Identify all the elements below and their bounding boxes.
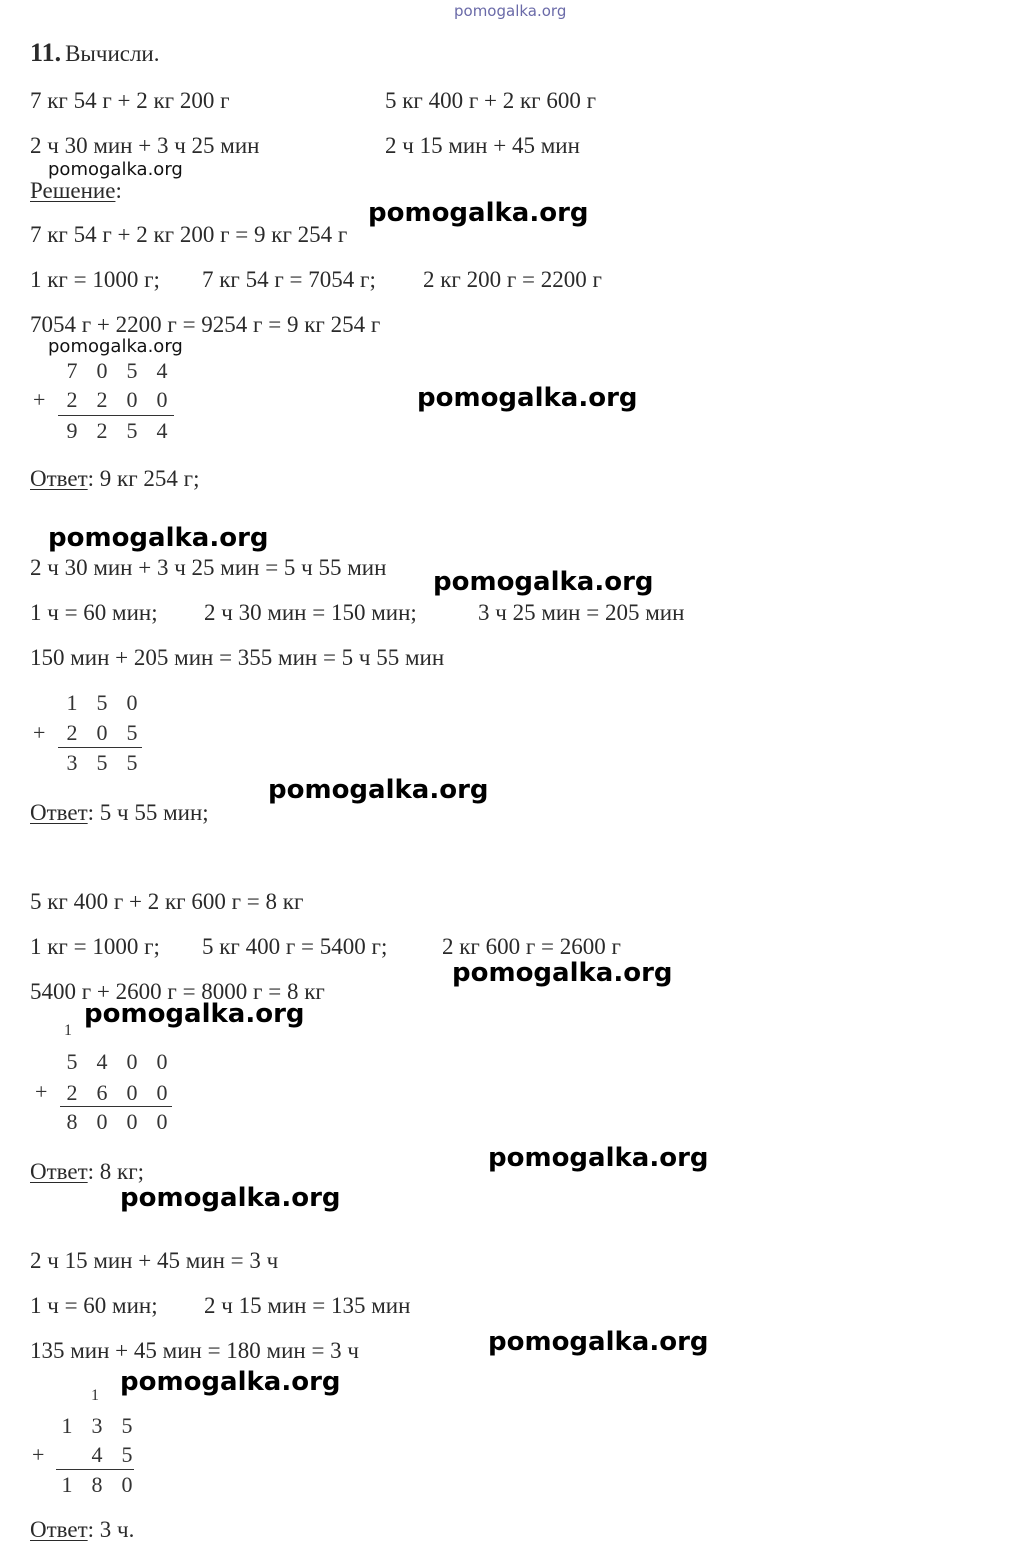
problem-3: 2 ч 30 мин + 3 ч 25 мин: [30, 133, 260, 158]
column-bottom-row: [57, 387, 177, 413]
watermark: pomogalka.org: [48, 336, 183, 357]
column-rule: [56, 1469, 134, 1470]
watermark: pomogalka.org: [48, 159, 183, 180]
plus-sign: +: [33, 720, 46, 745]
digit: 0: [126, 1080, 138, 1105]
digit: 1: [61, 1472, 73, 1497]
digit: 0: [126, 387, 138, 412]
header-watermark: pomogalka.org: [454, 2, 567, 20]
digit: 4: [91, 1442, 103, 1467]
equation-3: 5 кг 400 г + 2 кг 600 г = 8 кг: [30, 889, 304, 914]
digit: 2: [66, 720, 78, 745]
digit: 1: [66, 690, 78, 715]
column-rule: [58, 415, 174, 416]
problem-2: 5 кг 400 г + 2 кг 600 г: [385, 88, 597, 113]
digit: 8: [91, 1472, 103, 1497]
computation-2: 150 мин + 205 мин = 355 мин = 5 ч 55 мин: [30, 645, 445, 670]
computation-1: 7054 г + 2200 г = 9254 г = 9 кг 254 г: [30, 312, 381, 337]
column-result-row: [57, 1109, 177, 1135]
task-header: [30, 38, 160, 68]
digit: 0: [156, 1049, 168, 1074]
problem-4: 2 ч 15 мин + 45 мин: [385, 133, 580, 158]
task-instruction: Вычисли.: [65, 41, 160, 66]
digit: 0: [96, 1109, 108, 1134]
digit: 0: [96, 720, 108, 745]
problem-1: 7 кг 54 г + 2 кг 200 г: [30, 88, 230, 113]
equation-1: 7 кг 54 г + 2 кг 200 г = 9 кг 254 г: [30, 222, 348, 247]
watermark: pomogalka.org: [48, 523, 269, 553]
carry-digit: 1: [64, 1022, 72, 1039]
computation-4: 135 мин + 45 мин = 180 мин = 3 ч: [30, 1338, 359, 1363]
answer-label: Ответ: [30, 1517, 88, 1542]
answer-value: : 5 ч 55 мин;: [87, 800, 209, 825]
conversion-1a: 1 кг = 1000 г;: [30, 267, 160, 292]
digit: 5: [126, 418, 138, 443]
conversion-1c: 2 кг 200 г = 2200 г: [423, 267, 602, 292]
answer-label: Ответ: [30, 1159, 88, 1184]
answer-2: [30, 800, 209, 826]
digit: 2: [96, 387, 108, 412]
column-top-row: [57, 1049, 177, 1075]
column-bottom-row: [57, 1080, 177, 1106]
watermark: pomogalka.org: [433, 567, 654, 597]
watermark: pomogalka.org: [417, 383, 638, 413]
answer-4: [30, 1517, 134, 1543]
digit: 2: [96, 418, 108, 443]
computation-3: 5400 г + 2600 г = 8000 г = 8 кг: [30, 979, 325, 1004]
digit: 3: [91, 1413, 103, 1438]
plus-sign: +: [32, 1442, 45, 1467]
watermark: pomogalka.org: [368, 198, 589, 228]
conversion-1b: 7 кг 54 г = 7054 г;: [202, 267, 376, 292]
answer-label: Ответ: [30, 466, 88, 491]
watermark: pomogalka.org: [452, 958, 673, 988]
conversion-3a: 1 кг = 1000 г;: [30, 934, 160, 959]
digit: 3: [66, 750, 78, 775]
digit: 5: [126, 358, 138, 383]
answer-1: [30, 466, 199, 492]
digit: 0: [156, 1109, 168, 1134]
digit: 4: [156, 358, 168, 383]
column-rule: [58, 747, 142, 748]
conversion-2b: 2 ч 30 мин = 150 мин;: [204, 600, 417, 625]
task-number: 11.: [30, 38, 62, 67]
column-result-row: [57, 750, 147, 776]
digit: 5: [126, 720, 138, 745]
digit: 0: [156, 387, 168, 412]
column-rule: [60, 1106, 172, 1107]
digit: 0: [121, 1472, 133, 1497]
digit: 5: [121, 1413, 133, 1438]
digit: 5: [126, 750, 138, 775]
watermark: pomogalka.org: [120, 1367, 341, 1397]
column-top-row: [57, 690, 147, 716]
column-result-row: [52, 1472, 142, 1498]
answer-value: : 8 кг;: [87, 1159, 145, 1184]
conversion-3c: 2 кг 600 г = 2600 г: [442, 934, 621, 959]
digit: 0: [96, 358, 108, 383]
digit: 4: [156, 418, 168, 443]
digit: 4: [96, 1049, 108, 1074]
equation-2: 2 ч 30 мин + 3 ч 25 мин = 5 ч 55 мин: [30, 555, 387, 580]
watermark: pomogalka.org: [120, 1183, 341, 1213]
column-bottom-row: [52, 1442, 142, 1468]
plus-sign: +: [35, 1079, 48, 1104]
plus-sign: +: [33, 387, 46, 412]
column-top-row: [52, 1413, 142, 1439]
answer-3: [30, 1159, 144, 1185]
conversion-4a: 1 ч = 60 мин;: [30, 1293, 158, 1318]
digit: 2: [66, 1080, 78, 1105]
answer-label: Ответ: [30, 800, 88, 825]
answer-value: : 9 кг 254 г;: [87, 466, 200, 491]
conversion-3b: 5 кг 400 г = 5400 г;: [202, 934, 388, 959]
digit: 5: [96, 690, 108, 715]
watermark: pomogalka.org: [268, 775, 489, 805]
digit: 5: [66, 1049, 78, 1074]
digit: 0: [126, 1109, 138, 1134]
digit: [52, 1442, 82, 1468]
solution-heading: [30, 178, 122, 204]
digit: 5: [96, 750, 108, 775]
solution-label: Решение: [30, 178, 116, 203]
digit: 7: [66, 358, 78, 383]
conversion-4b: 2 ч 15 мин = 135 мин: [204, 1293, 411, 1318]
watermark: pomogalka.org: [84, 999, 305, 1029]
column-bottom-row: [57, 720, 147, 746]
answer-value: : 3 ч.: [87, 1517, 135, 1542]
conversion-2c: 3 ч 25 мин = 205 мин: [478, 600, 685, 625]
digit: 0: [156, 1080, 168, 1105]
carry-digit: 1: [91, 1387, 99, 1404]
digit: 2: [66, 387, 78, 412]
watermark: pomogalka.org: [488, 1327, 709, 1357]
digit: 0: [126, 1049, 138, 1074]
digit: 5: [121, 1442, 133, 1467]
digit: 9: [66, 418, 78, 443]
digit: 8: [66, 1109, 78, 1134]
conversion-2a: 1 ч = 60 мин;: [30, 600, 158, 625]
solution-colon: :: [115, 178, 122, 203]
digit: 6: [96, 1080, 108, 1105]
column-result-row: [57, 418, 177, 444]
digit: 0: [126, 690, 138, 715]
digit: 1: [61, 1413, 73, 1438]
column-top-row: [57, 358, 177, 384]
equation-4: 2 ч 15 мин + 45 мин = 3 ч: [30, 1248, 279, 1273]
watermark: pomogalka.org: [488, 1143, 709, 1173]
